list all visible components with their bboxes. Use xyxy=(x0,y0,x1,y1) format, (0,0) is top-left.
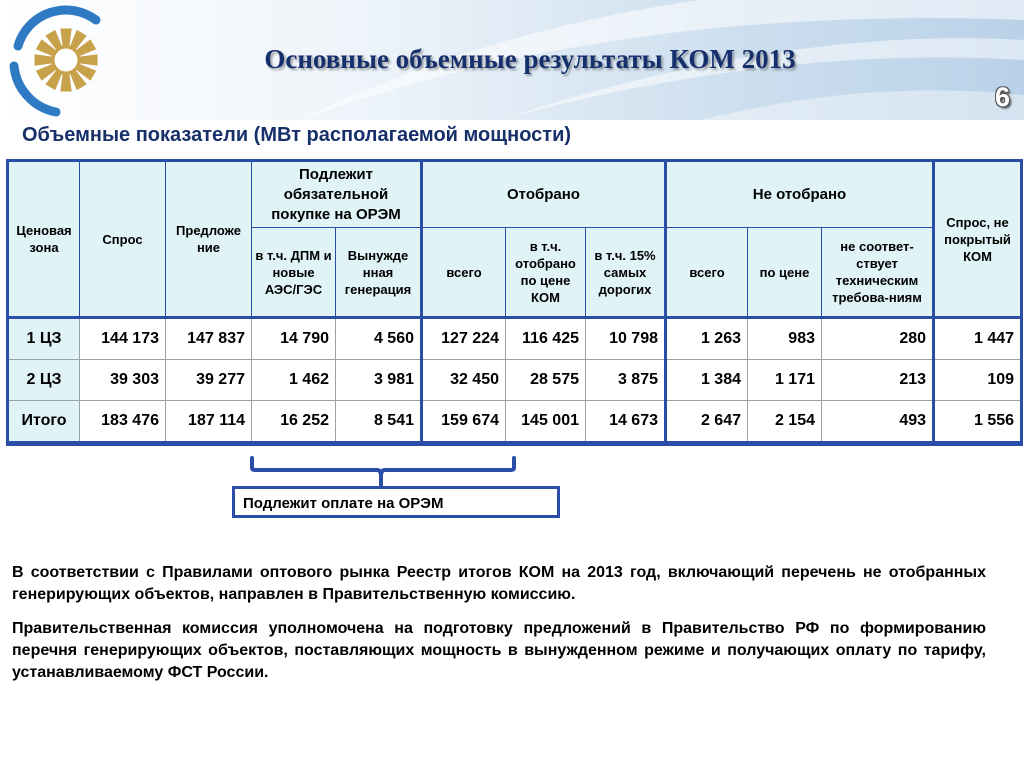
table-subtitle: Объемные показатели (МВт располагаемой мощности) xyxy=(22,124,572,146)
row-zone: Итого xyxy=(9,401,80,443)
header-mandatory-dpm: в т.ч. ДПМ и новые АЭС/ГЭС xyxy=(252,228,336,318)
header-not-selected-total: всего xyxy=(666,228,748,318)
table-row xyxy=(9,360,1021,401)
results-table xyxy=(8,161,1021,444)
cell-mandatory-forced: 3 981 xyxy=(336,360,422,401)
row-zone: 2 ЦЗ xyxy=(9,360,80,401)
cell-mandatory-forced: 8 541 xyxy=(336,401,422,443)
row-zone: 1 ЦЗ xyxy=(9,318,80,360)
payment-callout xyxy=(232,486,560,518)
cell-demand: 39 303 xyxy=(80,360,166,401)
cell-uncovered: 109 xyxy=(934,360,1021,401)
cell-supply: 147 837 xyxy=(166,318,252,360)
table-row xyxy=(9,318,1021,360)
cell-supply: 39 277 xyxy=(166,360,252,401)
header-mandatory-forced: Вынужде нная генерация xyxy=(336,228,422,318)
cell-selected-price: 145 001 xyxy=(506,401,586,443)
cell-selected-total: 159 674 xyxy=(422,401,506,443)
paragraph-commission: Правительственная комиссия уполномочена на подготовку предложений в Правительство РФ по формированию перечня генерирующих объектов, поставляющих мощность в вынужденном режиме и получающих оплату по тарифу, устанавливаемому ФСТ России. xyxy=(12,620,986,681)
header-selected: Отобрано xyxy=(422,162,666,228)
header-selected-total: всего xyxy=(422,228,506,318)
cell-demand: 144 173 xyxy=(80,318,166,360)
bracket-connector xyxy=(248,456,518,490)
cell-mandatory-forced: 4 560 xyxy=(336,318,422,360)
paragraph-registry: В соответствии с Правилами оптового рынка Реестр итогов КОМ на 2013 год, включающий перечень не отобранных генерирующих объектов, направлен в Правительственную комиссию. xyxy=(12,564,986,603)
cell-selected-15: 3 875 xyxy=(586,360,666,401)
table-row-total xyxy=(9,401,1021,443)
sun-logo-icon xyxy=(4,2,124,122)
header-not-selected-price: по цене xyxy=(748,228,822,318)
cell-not-selected-tech: 493 xyxy=(822,401,934,443)
header-not-selected: Не отобрано xyxy=(666,162,934,228)
cell-not-selected-price: 2 154 xyxy=(748,401,822,443)
header-mandatory: Подлежит обязательной покупке на ОРЭМ xyxy=(252,162,422,228)
slide-number: 6 xyxy=(994,82,1010,112)
cell-mandatory-dpm: 1 462 xyxy=(252,360,336,401)
cell-selected-total: 32 450 xyxy=(422,360,506,401)
cell-not-selected-tech: 213 xyxy=(822,360,934,401)
slide-title: Основные объемные результаты КОМ 2013 xyxy=(264,44,796,74)
header-demand: Спрос xyxy=(80,162,166,318)
cell-not-selected-total: 2 647 xyxy=(666,401,748,443)
header-supply: Предложе ние xyxy=(166,162,252,318)
cell-mandatory-dpm: 16 252 xyxy=(252,401,336,443)
header-not-selected-tech: не соответ-ствует техническим требова-ниям xyxy=(822,228,934,318)
cell-not-selected-total: 1 384 xyxy=(666,360,748,401)
cell-mandatory-dpm: 14 790 xyxy=(252,318,336,360)
cell-selected-price: 116 425 xyxy=(506,318,586,360)
cell-demand: 183 476 xyxy=(80,401,166,443)
header-zone: Ценовая зона xyxy=(9,162,80,318)
payment-callout-label: Подлежит оплате на ОРЭМ xyxy=(243,495,444,512)
cell-selected-total: 127 224 xyxy=(422,318,506,360)
header-selected-15: в т.ч. 15% самых дорогих xyxy=(586,228,666,318)
cell-not-selected-total: 1 263 xyxy=(666,318,748,360)
cell-not-selected-price: 983 xyxy=(748,318,822,360)
cell-supply: 187 114 xyxy=(166,401,252,443)
header-selected-price: в т.ч. отобрано по цене КОМ xyxy=(506,228,586,318)
cell-uncovered: 1 556 xyxy=(934,401,1021,443)
cell-selected-price: 28 575 xyxy=(506,360,586,401)
cell-not-selected-tech: 280 xyxy=(822,318,934,360)
cell-selected-15: 10 798 xyxy=(586,318,666,360)
cell-uncovered: 1 447 xyxy=(934,318,1021,360)
header-uncovered: Спрос, не покрытый КОМ xyxy=(934,162,1021,318)
cell-selected-15: 14 673 xyxy=(586,401,666,443)
cell-not-selected-price: 1 171 xyxy=(748,360,822,401)
